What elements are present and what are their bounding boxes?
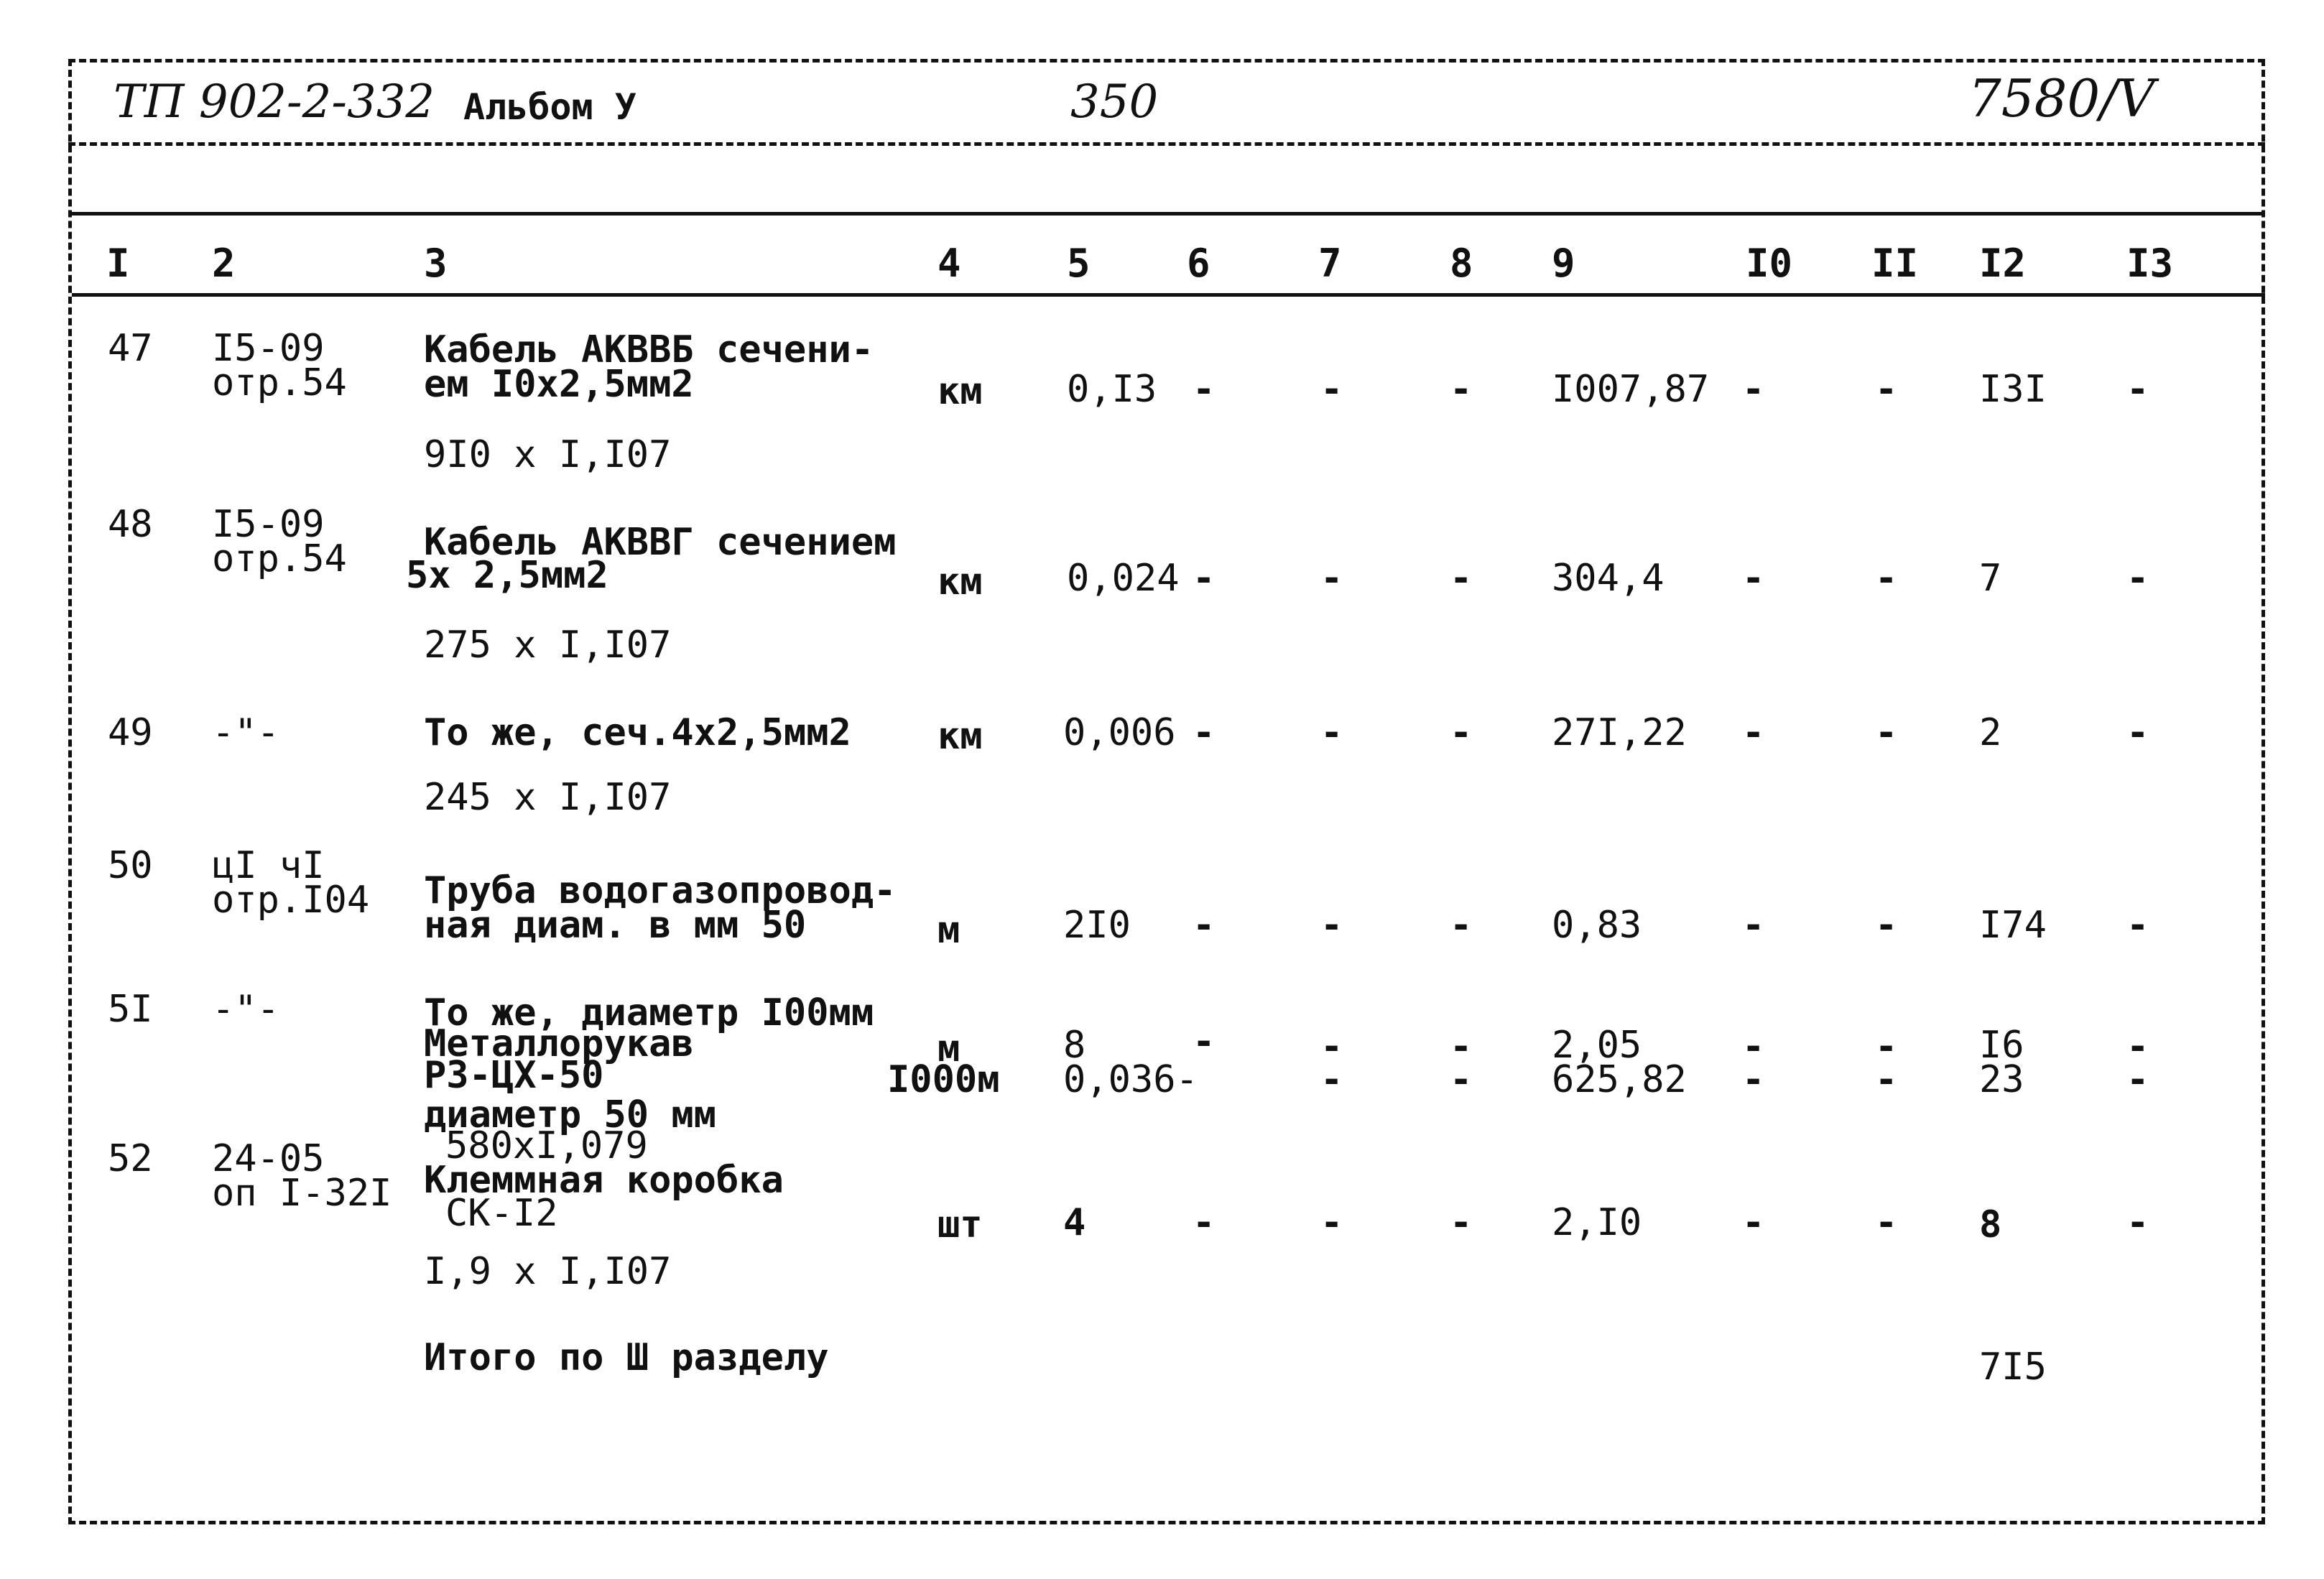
page-frame xyxy=(68,59,2265,1524)
row-ref: цI чI xyxy=(212,844,325,887)
row-col7: - xyxy=(1320,1201,1343,1244)
row-col6: - xyxy=(1193,1020,1216,1063)
column-header-13: I3 xyxy=(2126,241,2174,286)
row-number: 47 xyxy=(108,327,153,370)
row-ref-page: отр.54 xyxy=(212,537,347,580)
row-quantity: 0,I3 xyxy=(1067,368,1157,411)
row-col11: - xyxy=(1875,1058,1898,1101)
row-ref: I5-09 xyxy=(212,327,325,370)
row-ref-page: отр.I04 xyxy=(212,879,370,922)
row-calculation: 275 х I,I07 xyxy=(424,624,672,667)
row-unit: км xyxy=(938,715,983,758)
column-header-10: I0 xyxy=(1746,241,1793,286)
row-description-line: То же, сеч.4х2,5мм2 xyxy=(424,711,851,754)
row-calculation: 9I0 х I,I07 xyxy=(424,433,672,476)
row-total: 23 xyxy=(1979,1058,2024,1101)
row-col7: - xyxy=(1320,557,1343,600)
row-ref: 24-05 xyxy=(212,1137,325,1180)
row-col11: - xyxy=(1875,904,1898,947)
row-col8: - xyxy=(1450,711,1473,754)
row-unit: I000м xyxy=(887,1058,1000,1101)
row-col11: - xyxy=(1875,368,1898,411)
row-quantity: 4 xyxy=(1063,1201,1086,1244)
row-description-line: СК-I2 xyxy=(445,1192,558,1235)
row-col13: - xyxy=(2126,1025,2149,1068)
column-header-2: 2 xyxy=(212,241,236,286)
column-header-7: 7 xyxy=(1318,241,1342,286)
row-col10: - xyxy=(1742,1201,1765,1244)
row-quantity: 0,036- xyxy=(1063,1058,1198,1101)
row-col11: - xyxy=(1875,711,1898,754)
row-quantity: 8 xyxy=(1063,1024,1086,1067)
row-description-line: диаметр 50 мм xyxy=(424,1093,716,1136)
column-header-8: 8 xyxy=(1450,241,1473,286)
row-ref: I5-09 xyxy=(212,503,325,546)
row-col13: - xyxy=(2126,368,2149,411)
row-col8: - xyxy=(1450,1025,1473,1068)
row-col6: - xyxy=(1193,368,1216,411)
row-col6: - xyxy=(1193,557,1216,600)
row-total: I74 xyxy=(1979,904,2047,947)
row-calculation: 580хI,079 xyxy=(445,1124,648,1167)
row-calculation: I,9 х I,I07 xyxy=(424,1250,672,1293)
row-description-line: То же, диаметр I00мм xyxy=(424,991,874,1034)
column-header-5: 5 xyxy=(1067,241,1091,286)
row-description-line: Кабель АКВВГ сечением xyxy=(424,521,897,564)
row-description-line: Металлорукав xyxy=(424,1022,694,1065)
row-ref: -"- xyxy=(212,711,279,754)
inventory-number: 7580/V xyxy=(1968,68,2155,129)
summary-total: 7I5 xyxy=(1979,1346,2047,1389)
row-price: 0,83 xyxy=(1552,904,1642,947)
column-header-top-rule xyxy=(72,212,2265,216)
row-price: 27I,22 xyxy=(1552,711,1687,754)
row-col8: - xyxy=(1450,368,1473,411)
row-calculation: 245 х I,I07 xyxy=(424,776,672,819)
row-col8: - xyxy=(1450,1058,1473,1101)
row-col13: - xyxy=(2126,1058,2149,1101)
row-col13: - xyxy=(2126,557,2149,600)
column-header-bottom-rule xyxy=(72,293,2265,297)
row-col8: - xyxy=(1450,557,1473,600)
row-price: 304,4 xyxy=(1552,557,1665,600)
row-ref-page: отр.54 xyxy=(212,361,347,404)
row-number: 48 xyxy=(108,503,153,546)
row-col6: - xyxy=(1193,711,1216,754)
row-number: 49 xyxy=(108,711,153,754)
column-header-3: 3 xyxy=(424,241,448,286)
row-unit: м xyxy=(938,909,960,952)
column-header-9: 9 xyxy=(1552,241,1575,286)
row-price: I007,87 xyxy=(1552,368,1710,411)
row-col10: - xyxy=(1742,557,1765,600)
row-description-line: Клеммная коробка xyxy=(424,1159,784,1202)
column-header-4: 4 xyxy=(938,241,961,286)
row-col6: - xyxy=(1193,1201,1216,1244)
row-ref-page: оп I-32I xyxy=(212,1172,392,1215)
row-total: 2 xyxy=(1979,711,2002,754)
row-col7: - xyxy=(1320,904,1343,947)
row-col10: - xyxy=(1742,711,1765,754)
row-number: 52 xyxy=(108,1137,153,1180)
header-divider xyxy=(68,142,2265,146)
row-unit: м xyxy=(938,1027,960,1070)
row-col11: - xyxy=(1875,1201,1898,1244)
row-col11: - xyxy=(1875,1025,1898,1068)
summary-label: Итого по Ш разделу xyxy=(424,1336,829,1379)
row-col11: - xyxy=(1875,557,1898,600)
column-header-1: I xyxy=(106,241,130,286)
row-col13: - xyxy=(2126,904,2149,947)
row-total: 8 xyxy=(1979,1203,2002,1246)
row-total: I3I xyxy=(1979,368,2047,411)
row-number: 5I xyxy=(108,988,153,1031)
row-price: 2,05 xyxy=(1552,1024,1642,1067)
row-quantity: 0,006 xyxy=(1063,711,1176,754)
row-number: 50 xyxy=(108,844,153,887)
row-col7: - xyxy=(1320,711,1343,754)
row-description-line: 5х 2,5мм2 xyxy=(406,554,608,597)
row-total: I6 xyxy=(1979,1024,2024,1067)
row-description-line: Труба водогазопровод- xyxy=(424,869,897,912)
row-col10: - xyxy=(1742,368,1765,411)
document-code: ТП 902-2-332 xyxy=(114,75,435,129)
column-header-6: 6 xyxy=(1187,241,1210,286)
column-header-11: II xyxy=(1871,241,1919,286)
row-unit: км xyxy=(938,370,983,413)
page-number: 350 xyxy=(1070,75,1159,129)
row-description-line: РЗ-ЦХ-50 xyxy=(424,1054,604,1097)
column-header-12: I2 xyxy=(1979,241,2027,286)
row-quantity: 2I0 xyxy=(1063,904,1131,947)
row-unit: шт xyxy=(938,1203,983,1246)
row-col10: - xyxy=(1742,1025,1765,1068)
row-col8: - xyxy=(1450,1201,1473,1244)
row-col6: - xyxy=(1193,904,1216,947)
row-col7: - xyxy=(1320,368,1343,411)
album-label: Альбом У xyxy=(463,86,636,128)
row-col7: - xyxy=(1320,1058,1343,1101)
row-col13: - xyxy=(2126,711,2149,754)
row-col10: - xyxy=(1742,1058,1765,1101)
row-unit: км xyxy=(938,560,983,603)
row-col10: - xyxy=(1742,904,1765,947)
row-ref: -"- xyxy=(212,988,279,1031)
row-price: 2,I0 xyxy=(1552,1201,1642,1244)
row-total: 7 xyxy=(1979,557,2002,600)
row-quantity: 0,024 xyxy=(1067,557,1180,600)
row-description-line: Кабель АКВВБ сечени- xyxy=(424,328,874,371)
row-description-line: ная диам. в мм 50 xyxy=(424,904,807,947)
row-description-line: ем I0х2,5мм2 xyxy=(424,363,694,406)
row-price: 625,82 xyxy=(1552,1058,1687,1101)
row-col8: - xyxy=(1450,904,1473,947)
row-col7: - xyxy=(1320,1025,1343,1068)
row-col13: - xyxy=(2126,1201,2149,1244)
